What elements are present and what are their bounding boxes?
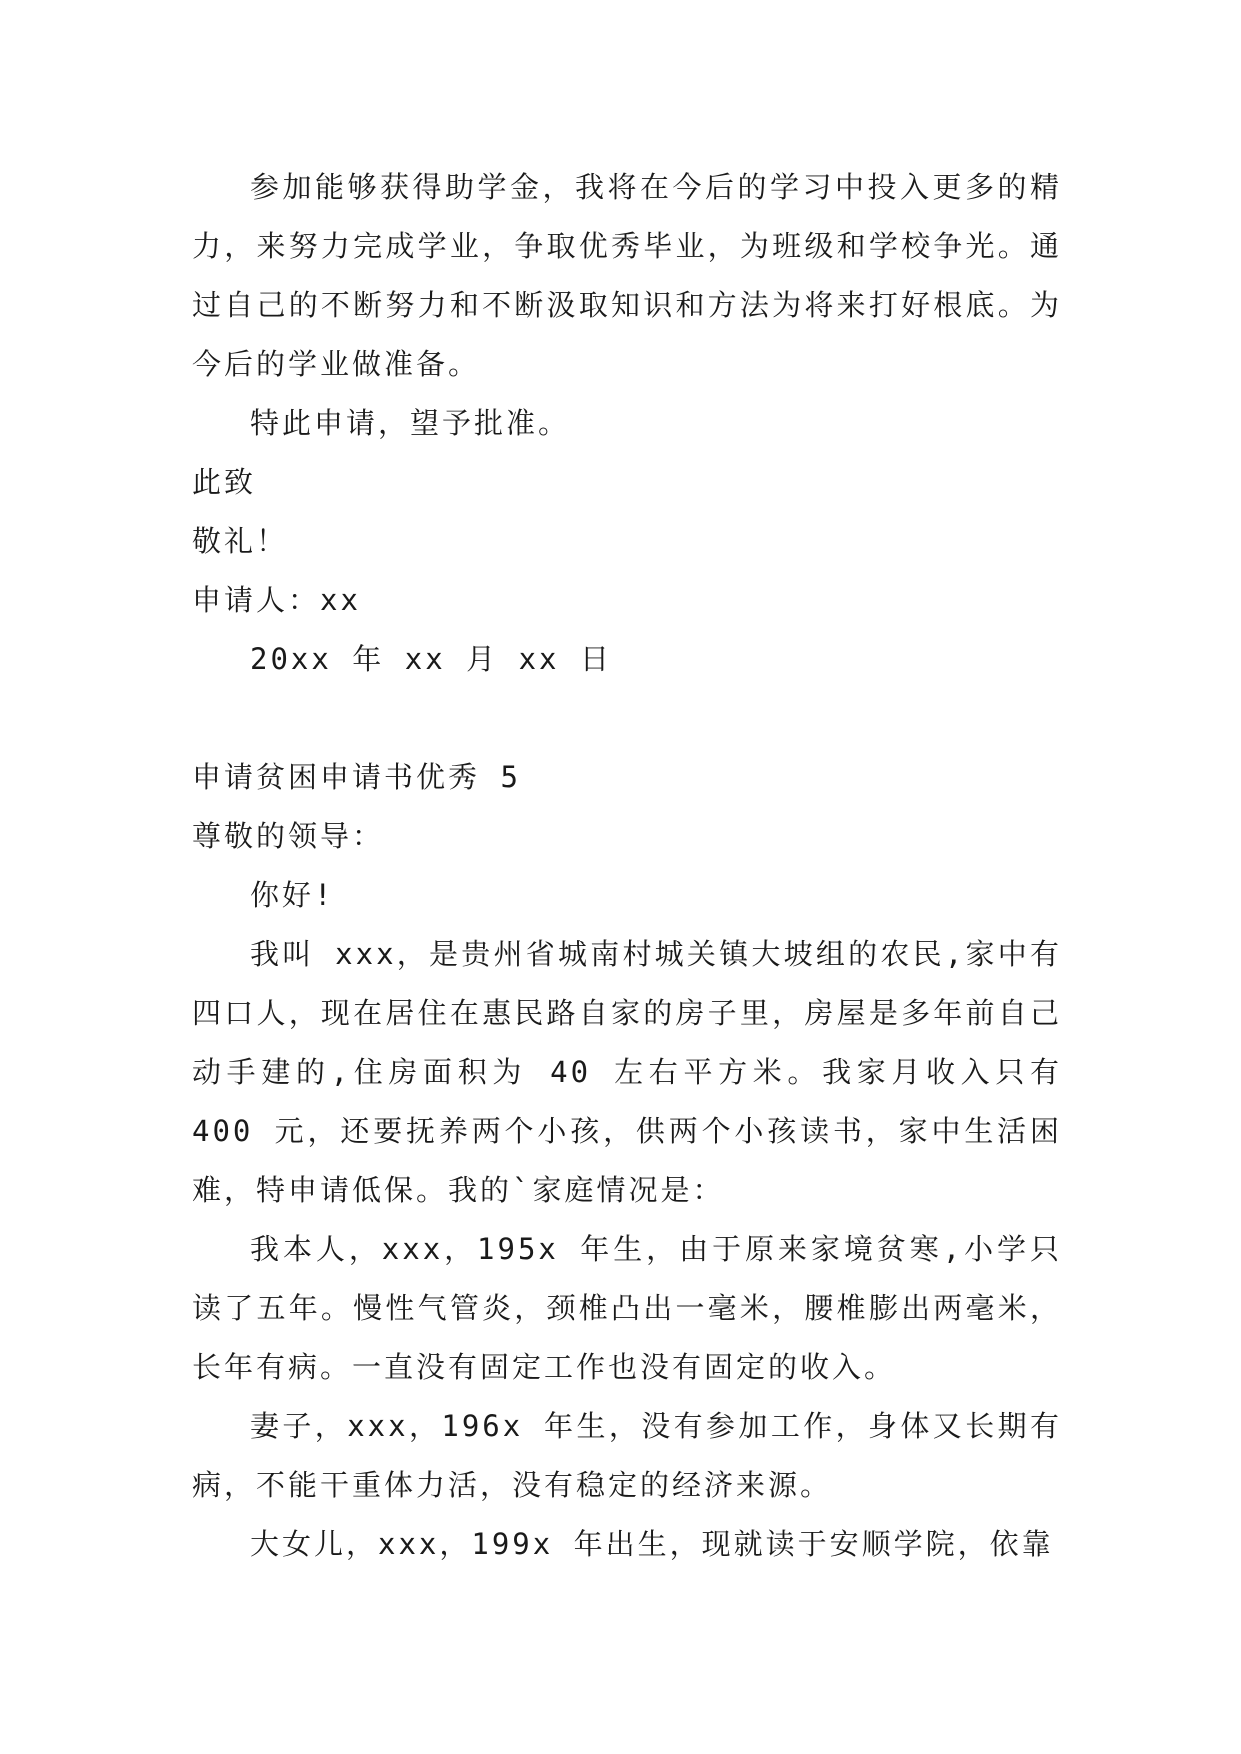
applicant-line: 申请人：xx: [192, 583, 361, 617]
paragraph-commitment: 参加能够获得助学金，我将在今后的学习中投入更多的精力，来努力完成学业，争取优秀毕业，为班级和学校争光。通过自己的不断努力和不断汲取知识和方法为将来打好根底。为今后的学业做准备。: [192, 170, 1062, 381]
closing-jingli: 敬礼！: [192, 524, 289, 558]
paragraph-daughter: 大女儿，xxx，199x 年出生，现就读于安顺学院，依靠: [250, 1527, 1054, 1561]
date-line: 20xx 年 xx 月 xx 日: [250, 642, 612, 676]
salutation: 尊敬的领导：: [192, 819, 385, 853]
section-title: 申请贫困申请书优秀 5: [192, 760, 521, 794]
paragraph-request: 特此申请，望予批准。: [250, 406, 571, 440]
section-gap: [192, 689, 1062, 748]
paragraph-self: 我本人，xxx，195x 年生，由于原来家境贫寒,小学只读了五年。慢性气管炎，颈椎凸出一毫米，腰椎膨出两毫米，长年有病。一直没有固定工作也没有固定的收入。: [192, 1232, 1062, 1384]
closing-cizhi: 此致: [192, 465, 257, 499]
greeting: 你好!: [250, 878, 335, 912]
document-body: [192, 158, 1062, 1574]
paragraph-family-intro: 我叫 xxx，是贵州省城南村城关镇大坡组的农民,家中有四口人，现在居住在惠民路自家的房子里，房屋是多年前自己动手建的,住房面积为 40 左右平方米。我家月收入只有 400 元，还要抚养两个小孩，供两个小孩读书，家中生活困难，特申请低保。我的`家庭情况是：: [192, 937, 1062, 1207]
paragraph-wife: 妻子，xxx，196x 年生，没有参加工作，身体又长期有病，不能干重体力活，没有稳定的经济来源。: [192, 1409, 1062, 1502]
